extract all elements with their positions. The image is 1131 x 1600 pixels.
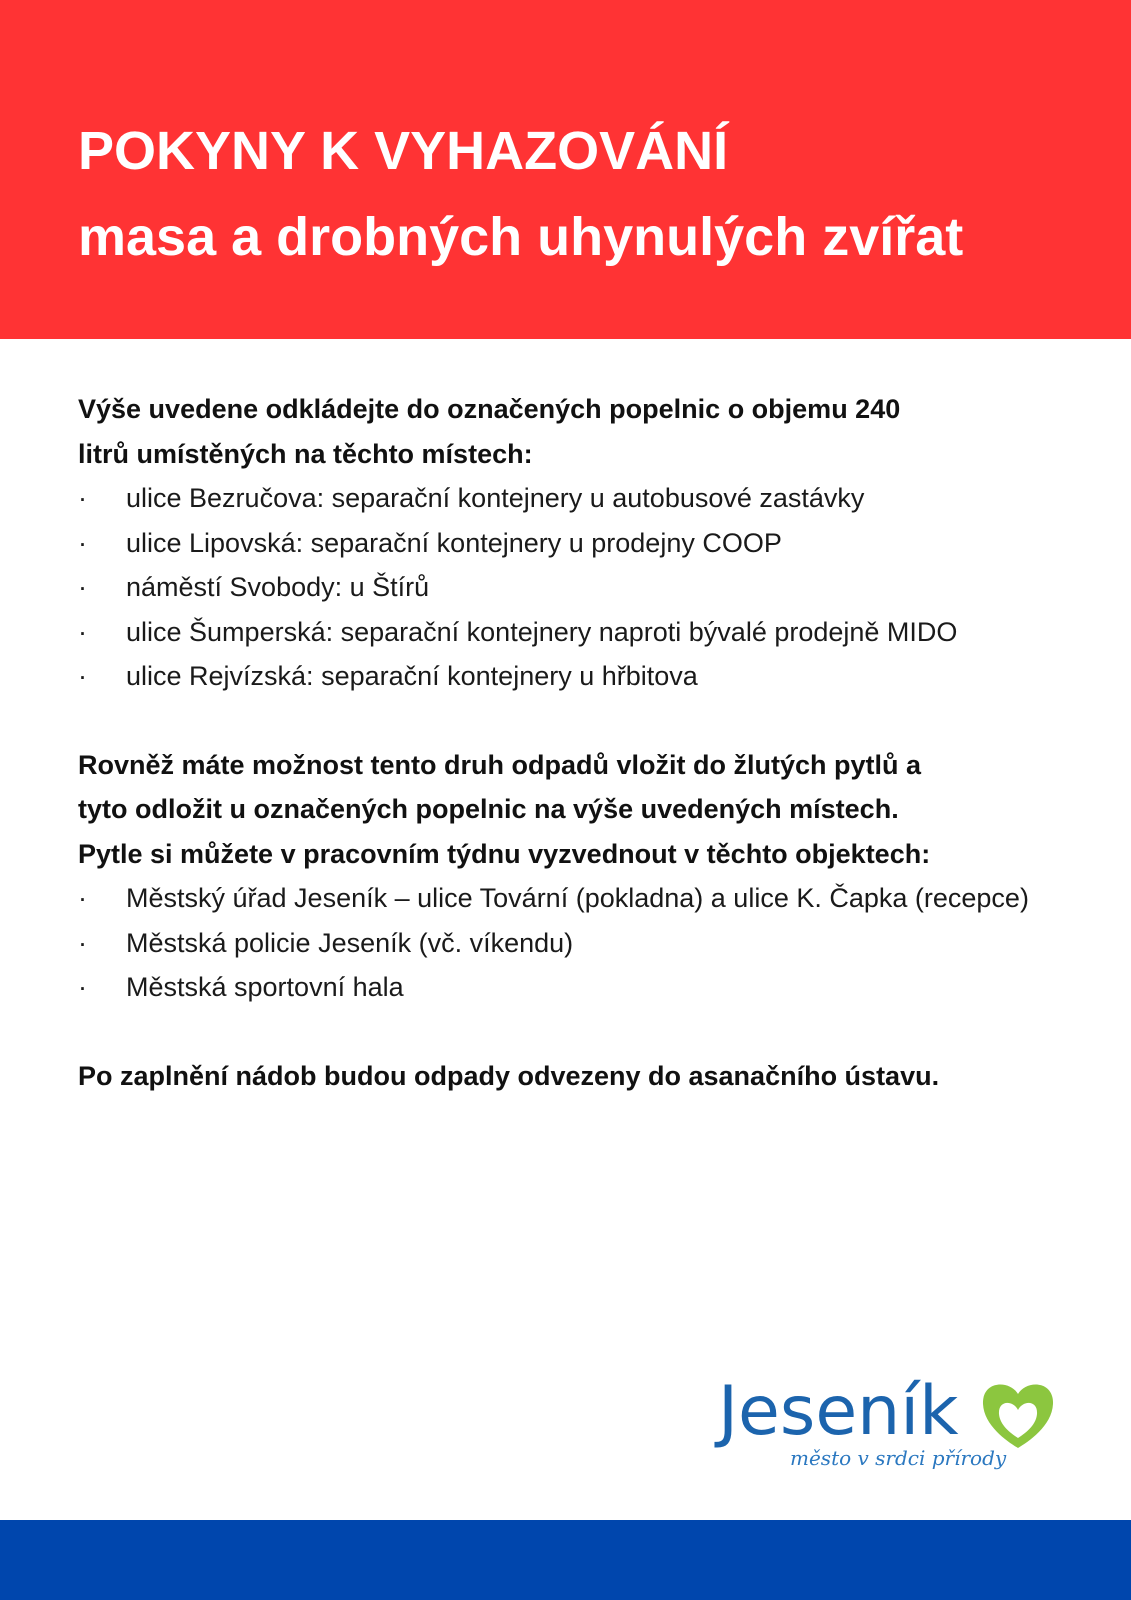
list-item	[78, 921, 1058, 966]
list-item-text: ulice Bezručova: separační kontejnery u autobusové zastávky	[126, 483, 865, 513]
section1-intro	[78, 387, 1058, 476]
heart-icon	[980, 1380, 1056, 1450]
main-content	[78, 387, 1058, 1098]
list-item	[78, 565, 1058, 610]
list-item-text: náměstí Svobody: u Štírů	[126, 572, 430, 602]
list-item	[78, 876, 1058, 921]
list-item	[78, 521, 1058, 566]
spacer	[78, 1010, 1058, 1054]
list-item-text: Městská policie Jeseník (vč. víkendu)	[126, 927, 574, 958]
bullet-icon: ·	[78, 883, 87, 913]
header-banner	[0, 0, 1131, 339]
logo-tagline: město v srdci přírody	[790, 1446, 1007, 1470]
closing-note: Po zaplnění nádob budou odpady odvezeny do asanačního ústavu.	[78, 1060, 940, 1091]
bullet-icon: ·	[78, 661, 87, 691]
footer-band	[0, 1520, 1131, 1600]
title-line-1: POKYNY K VYHAZOVÁNÍ	[78, 121, 729, 181]
bullet-icon: ·	[78, 616, 87, 647]
section2-intro	[78, 743, 1058, 877]
bullet-icon: ·	[78, 927, 87, 958]
bullet-icon: ·	[78, 527, 87, 558]
section2-line-1: Rovněž máte možnost tento druh odpadů vložit do žlutých pytlů a	[78, 749, 922, 780]
section1-intro-line-2: litrů umístěných na těchto místech:	[78, 438, 533, 469]
bullet-icon: ·	[78, 572, 87, 602]
list-item	[78, 610, 1058, 655]
list-item	[78, 476, 1058, 521]
logo-wordmark: Jeseník	[718, 1372, 959, 1451]
spacer	[78, 699, 1058, 743]
jesenik-logo	[718, 1372, 1058, 1478]
section2-line-2: tyto odložit u označených popelnic na výše uvedených místech.	[78, 794, 899, 824]
list-item-text: Městský úřad Jeseník – ulice Tovární (pokladna) a ulice K. Čapka (recepce)	[126, 883, 1029, 913]
section1-intro-line-1: Výše uvedene odkládejte do označených popelnic o objemu 240	[78, 394, 901, 424]
title-line-2: masa a drobných uhynulých zvířat	[78, 207, 964, 267]
pickup-list	[78, 876, 1058, 1010]
list-item-text: ulice Šumperská: separační kontejnery naproti bývalé prodejně MIDO	[126, 616, 958, 647]
list-item	[78, 654, 1058, 699]
list-item-text: Městská sportovní hala	[126, 972, 404, 1002]
list-item-text: ulice Lipovská: separační kontejnery u prodejny COOP	[126, 527, 782, 558]
section2-line-3: Pytle si můžete v pracovním týdnu vyzvednout v těchto objektech:	[78, 838, 931, 869]
list-item-text: ulice Rejvízská: separační kontejnery u hřbitova	[126, 661, 698, 691]
location-list	[78, 476, 1058, 699]
list-item	[78, 965, 1058, 1010]
page-title	[78, 108, 963, 280]
bullet-icon: ·	[78, 483, 87, 513]
bullet-icon: ·	[78, 972, 87, 1002]
